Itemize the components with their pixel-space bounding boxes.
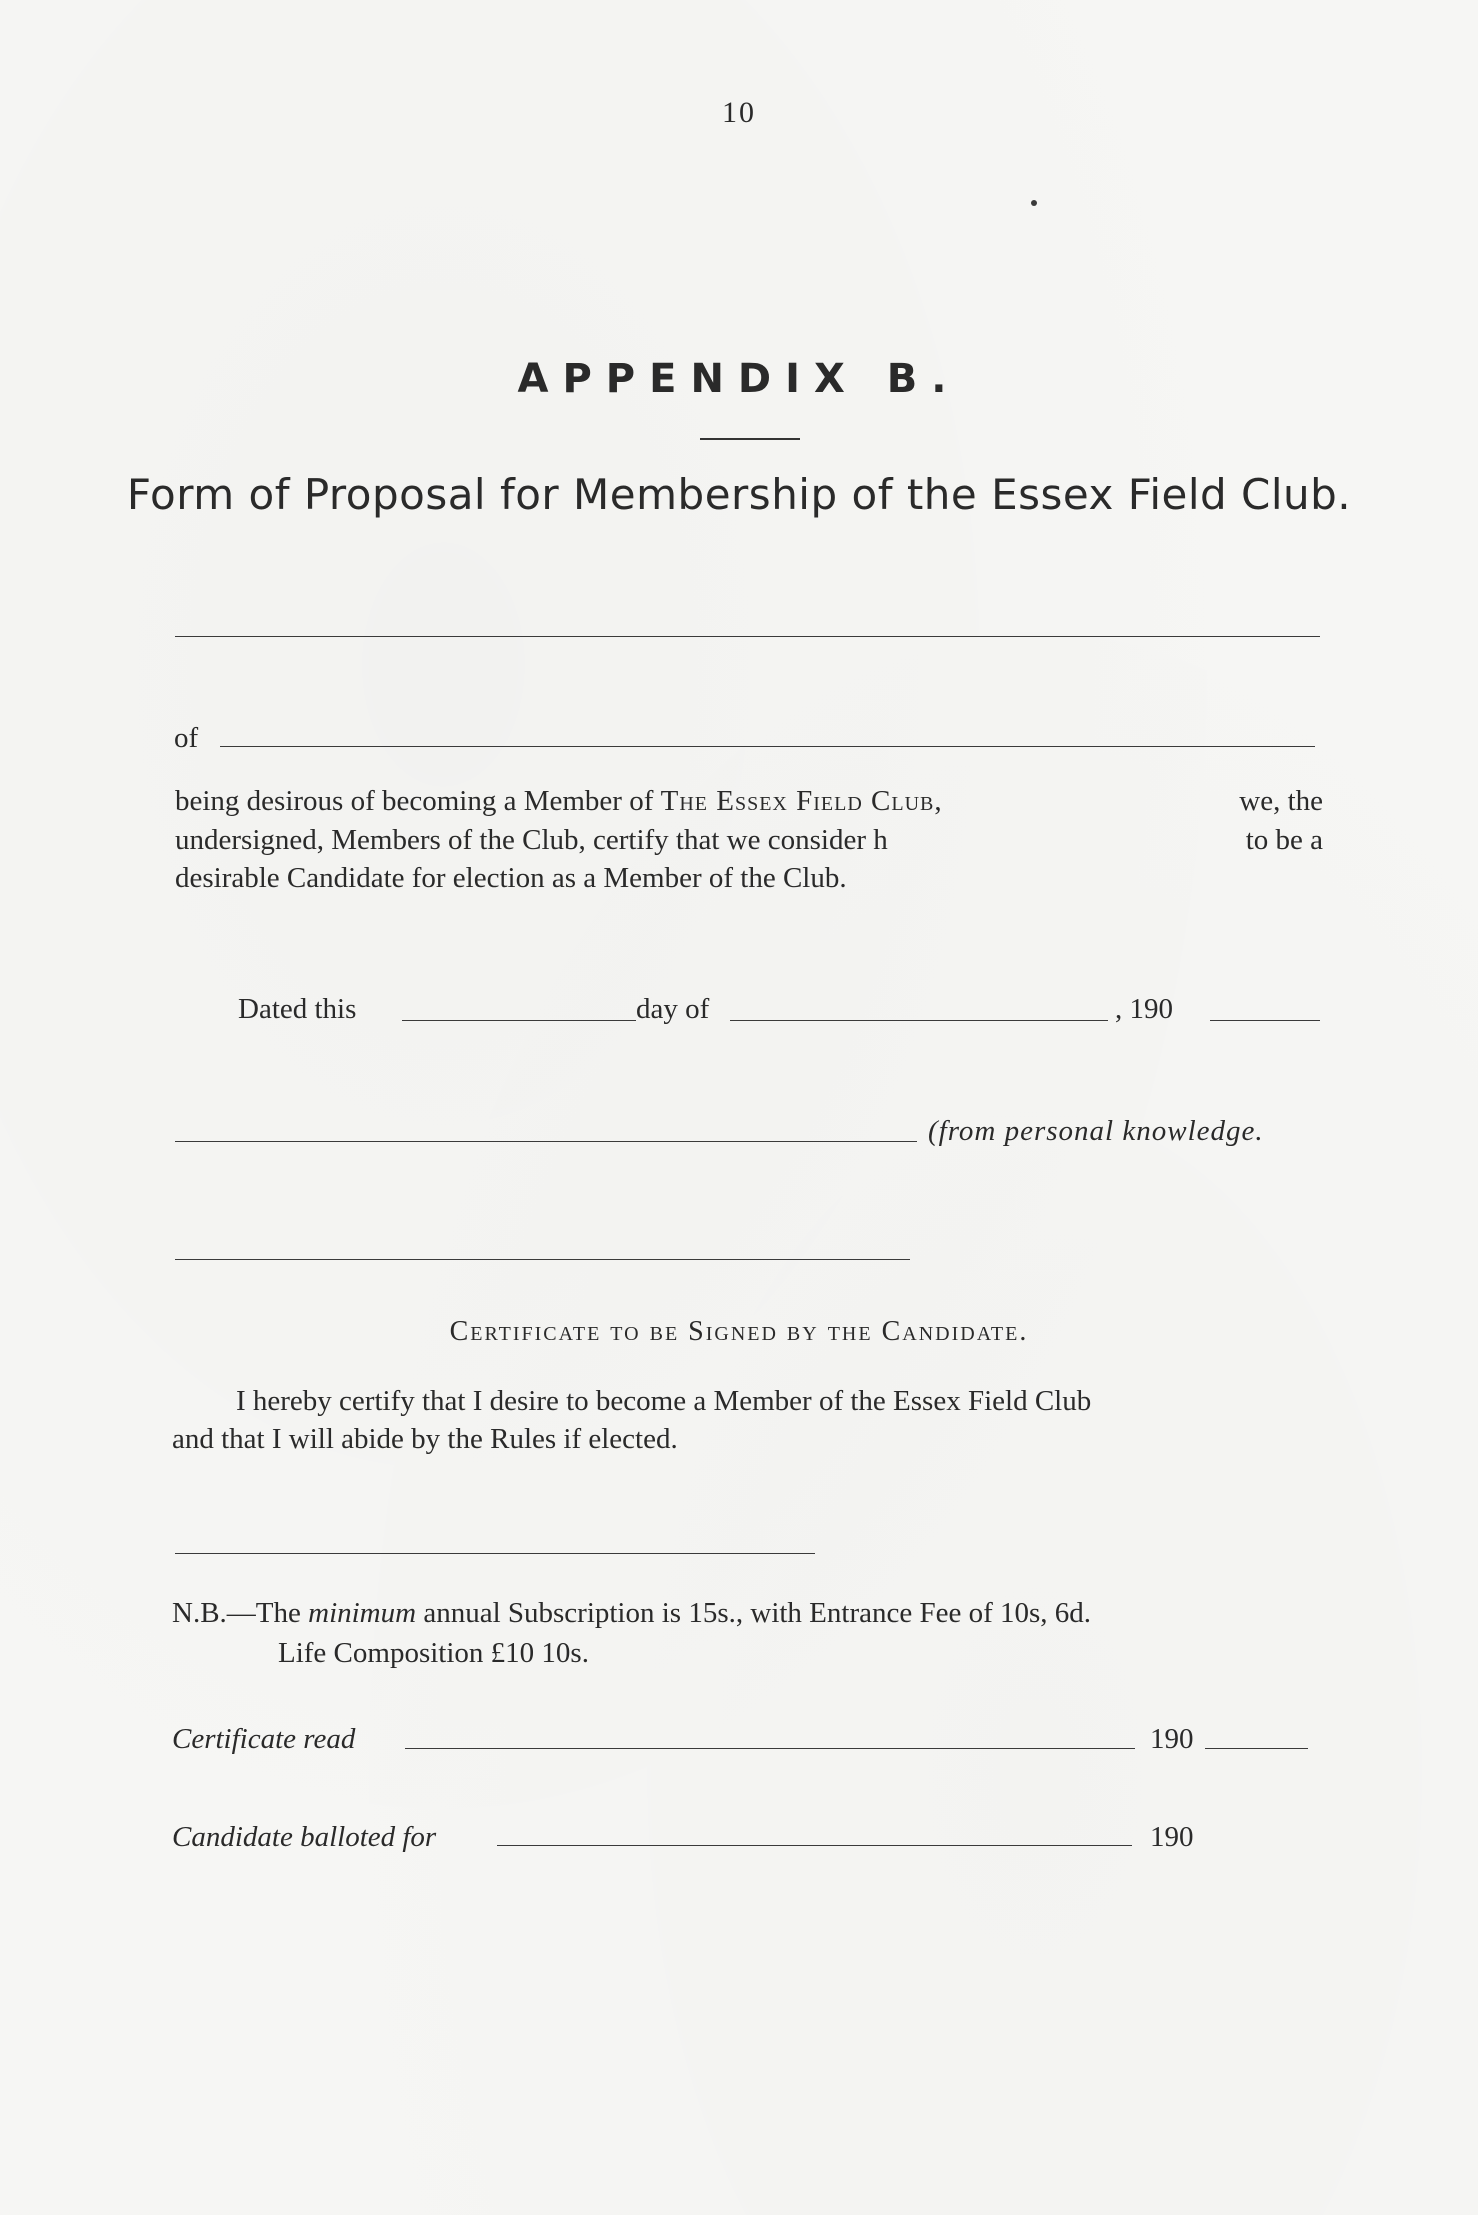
- body-line-2: [175, 821, 1323, 859]
- month-line[interactable]: [730, 1020, 1108, 1021]
- candidate-signature-line[interactable]: [175, 1553, 815, 1554]
- certificate-read-year: 190: [1150, 1723, 1194, 1755]
- body-line-1-end: we, the: [1239, 785, 1323, 817]
- candidate-balloted-year: 190: [1150, 1821, 1194, 1853]
- ink-speck: [1031, 200, 1037, 206]
- body-line-3: desirable Candidate for election as a Member of the Club.: [175, 862, 847, 894]
- seconder-signature-line[interactable]: [175, 1259, 910, 1260]
- certificate-line-1-text: I hereby certify that I desire to become a Member of the Essex Field Club: [236, 1385, 1092, 1417]
- nb-minimum: minimum: [308, 1597, 417, 1629]
- proposer-signature-line[interactable]: [175, 1141, 917, 1142]
- nb-line-1: [172, 1594, 1091, 1632]
- certificate-line-1: [236, 1382, 1321, 1420]
- nb-line-2: Life Composition £10 10s.: [278, 1637, 589, 1669]
- day-line[interactable]: [402, 1020, 636, 1021]
- body-line-2-text: undersigned, Members of the Club, certify that we consider h: [175, 824, 888, 856]
- page-number: 10: [722, 96, 756, 129]
- candidate-balloted-label: Candidate balloted for: [172, 1821, 437, 1853]
- day-of-label: day of: [636, 993, 710, 1025]
- body-line-1: [175, 782, 1323, 820]
- body-line-1-text: being desirous of becoming a Member of: [175, 785, 654, 817]
- body-line-2-end: to be a: [1245, 824, 1323, 856]
- certificate-read-line[interactable]: [405, 1748, 1135, 1749]
- appendix-title: APPENDIX B.: [517, 356, 961, 402]
- nb-rest: annual Subscription is 15s., with Entrance Fee of 10s, 6d.: [423, 1597, 1092, 1629]
- dated-this-label: Dated this: [238, 993, 357, 1025]
- certificate-read-label: Certificate read: [172, 1723, 356, 1755]
- address-line[interactable]: [220, 746, 1315, 747]
- of-label: of: [174, 722, 199, 754]
- title-rule: [700, 438, 800, 440]
- candidate-name-line[interactable]: [175, 636, 1320, 637]
- nb-prefix: N.B.—The: [172, 1597, 301, 1629]
- year-prefix: , 190: [1115, 993, 1173, 1025]
- club-name: The Essex Field Club,: [660, 785, 943, 817]
- year-line[interactable]: [1210, 1020, 1320, 1021]
- candidate-balloted-line[interactable]: [497, 1845, 1132, 1846]
- certificate-line-2: and that I will abide by the Rules if elected.: [172, 1423, 678, 1455]
- certificate-heading: Certificate to be Signed by the Candidate.: [449, 1316, 1029, 1347]
- personal-knowledge-note: (from personal knowledge.: [928, 1115, 1264, 1147]
- form-title: Form of Proposal for Membership of the Essex Field Club.: [126, 470, 1352, 519]
- certificate-read-year-line[interactable]: [1205, 1748, 1308, 1749]
